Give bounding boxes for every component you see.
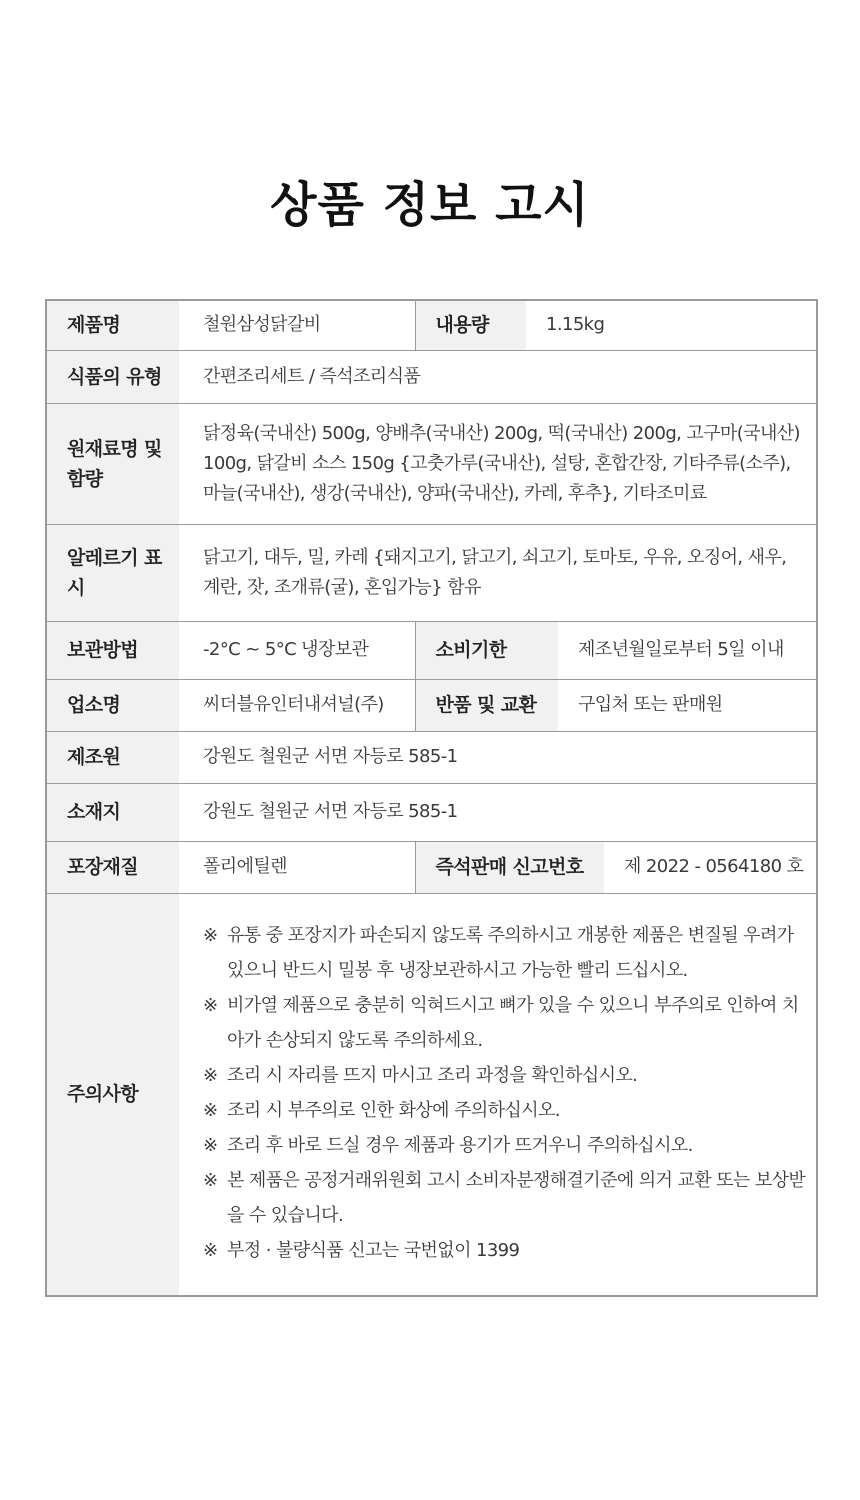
- expiry-label: 소비기한: [415, 621, 558, 679]
- volume-value: 1.15kg: [526, 300, 817, 350]
- report-no-label: 즉석판매 신고번호: [415, 841, 604, 893]
- caution-item: ※ 조리 시 자리를 뜨지 마시고 조리 과정을 확인하십시오.: [203, 1058, 808, 1093]
- row-food-type: [46, 350, 817, 403]
- return-label: 반품 및 교환: [415, 679, 558, 731]
- storage-value: -2°C ~ 5°C 냉장보관: [179, 621, 415, 679]
- storage-label: 보관방법: [46, 621, 179, 679]
- row-storage: [46, 621, 817, 679]
- expiry-value: 제조년월일로부터 5일 이내: [558, 621, 817, 679]
- return-value: 구입처 또는 판매원: [558, 679, 817, 731]
- manufacturer-label: 제조원: [46, 731, 179, 783]
- reference-mark: ※: [203, 995, 218, 1017]
- volume-label: 내용량: [415, 300, 526, 350]
- reference-mark: ※: [203, 1100, 218, 1122]
- packaging-label: 포장재질: [46, 841, 179, 893]
- report-no-value: 제 2022 - 0564180 호: [604, 841, 817, 893]
- page-title: 상품 정보 고시: [270, 177, 590, 233]
- packaging-value: 폴리에틸렌: [179, 841, 415, 893]
- location-value: 강원도 철원군 서면 자등로 585-1: [179, 783, 817, 841]
- caution-item: ※ 비가열 제품으로 충분히 익혀드시고 뼈가 있을 수 있으니 부주의로 인하여 치아가 손상되지 않도록 주의하세요.: [203, 988, 808, 1058]
- caution-item: ※ 조리 후 바로 드실 경우 제품과 용기가 뜨거우니 주의하십시오.: [203, 1128, 808, 1163]
- product-name-label: 제품명: [46, 300, 179, 350]
- cautions-list: [179, 893, 817, 1296]
- product-name-value: 철원삼성닭갈비: [179, 300, 415, 350]
- food-type-value: 간편조리세트 / 즉석조리식품: [179, 350, 817, 403]
- allergy-value: 닭고기, 대두, 밀, 카레 {돼지고기, 닭고기, 쇠고기, 토마토, 우유, 오징어, 새우, 계란, 잣, 조개류(굴), 혼입가능} 함유: [179, 524, 817, 621]
- row-ingredients: [46, 403, 817, 524]
- row-packaging: [46, 841, 817, 893]
- location-label: 소재지: [46, 783, 179, 841]
- company-label: 업소명: [46, 679, 179, 731]
- row-allergy: [46, 524, 817, 621]
- allergy-label: 알레르기 표시: [46, 524, 179, 621]
- caution-item: ※ 조리 시 부주의로 인한 화상에 주의하십시오.: [203, 1093, 808, 1128]
- row-location: [46, 783, 817, 841]
- cautions-label: 주의사항: [46, 893, 179, 1296]
- reference-mark: ※: [203, 1170, 218, 1192]
- ingredients-value: 닭정육(국내산) 500g, 양배추(국내산) 200g, 떡(국내산) 200g, 고구마(국내산) 100g, 닭갈비 소스 150g {고춧가루(국내산), 설탕, 혼합간장, 기타주류(소주), 마늘(국내산), 생강(국내산), 양파(국내산), 카레, 후추}, 기타조미료: [179, 403, 817, 524]
- caution-item: ※ 본 제품은 공정거래위원회 고시 소비자분쟁해결기준에 의거 교환 또는 보상받을 수 있습니다.: [203, 1163, 808, 1233]
- row-company: [46, 679, 817, 731]
- reference-mark: ※: [203, 1135, 218, 1157]
- row-manufacturer: [46, 731, 817, 783]
- reference-mark: ※: [203, 1240, 218, 1262]
- reference-mark: ※: [203, 1065, 218, 1087]
- row-cautions: [46, 893, 817, 1296]
- food-type-label: 식품의 유형: [46, 350, 179, 403]
- row-product-name: [46, 300, 817, 350]
- caution-item: ※ 유통 중 포장지가 파손되지 않도록 주의하시고 개봉한 제품은 변질될 우려가 있으니 반드시 밀봉 후 냉장보관하시고 가능한 빨리 드십시오.: [203, 918, 808, 988]
- caution-item: ※ 부정 · 불량식품 신고는 국번없이 1399: [203, 1233, 808, 1268]
- product-info-table: [45, 299, 818, 1297]
- ingredients-label: 원재료명 및 함량: [46, 403, 179, 524]
- reference-mark: ※: [203, 925, 218, 947]
- manufacturer-value: 강원도 철원군 서면 자등로 585-1: [179, 731, 817, 783]
- company-value: 씨더블유인터내셔널(주): [179, 679, 415, 731]
